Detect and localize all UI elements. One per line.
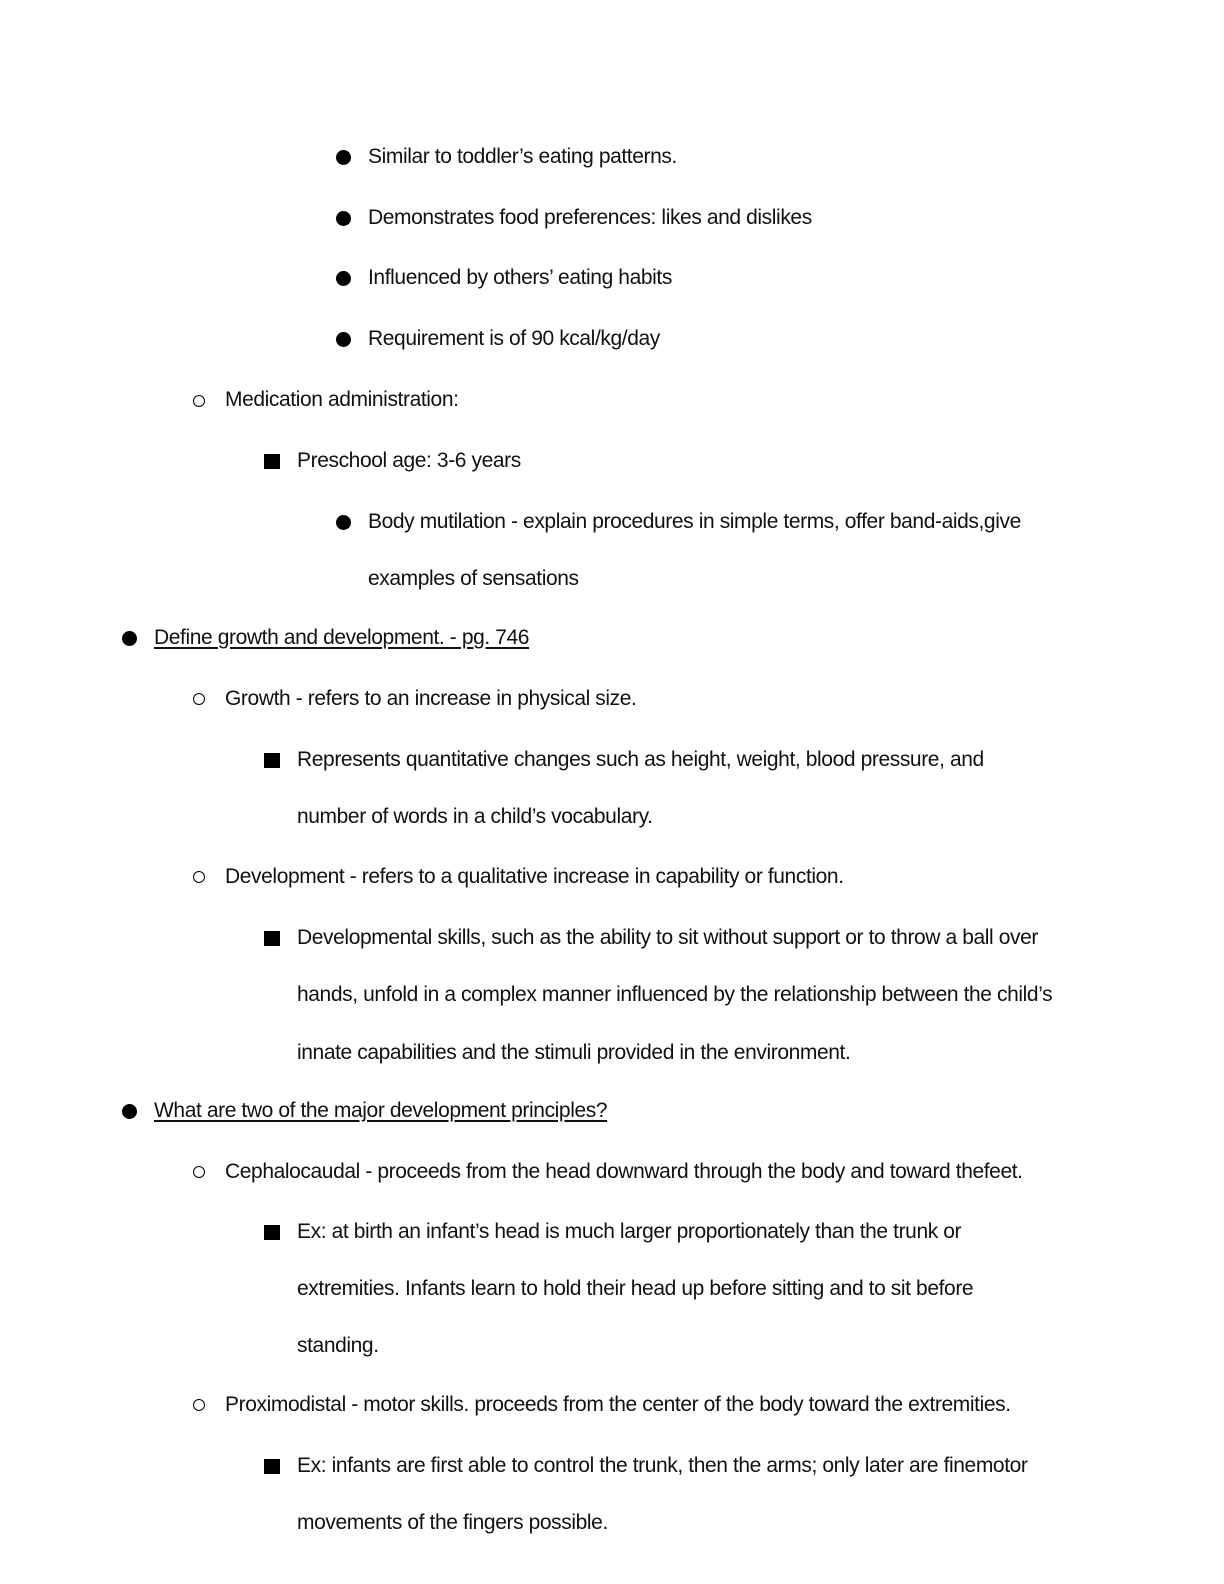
square-bullet <box>264 753 280 768</box>
list-item-continuation: innate capabilities and the stimuli provided in the environment. <box>297 1041 851 1064</box>
list-item-continuation: standing. <box>297 1334 379 1357</box>
list-item-text: Body mutilation - explain procedures in simple terms, offer band-aids,give <box>368 510 1021 533</box>
square-bullet <box>264 454 280 469</box>
disc-bullet <box>336 515 351 530</box>
list-item-continuation: examples of sensations <box>368 567 579 590</box>
circle-bullet <box>193 871 205 883</box>
list-item-text: Development - refers to a qualitative increase in capability or function. <box>225 865 844 888</box>
list-item-continuation: number of words in a child’s vocabulary. <box>297 805 653 828</box>
list-item-text: Cephalocaudal - proceeds from the head downward through the body and toward thefeet. <box>225 1160 1023 1183</box>
square-bullet <box>264 1459 280 1474</box>
list-item-text: Similar to toddler’s eating patterns. <box>368 145 677 168</box>
circle-bullet <box>193 1399 205 1411</box>
circle-bullet <box>193 693 205 705</box>
list-item-text: Demonstrates food preferences: likes and dislikes <box>368 206 812 229</box>
circle-bullet <box>193 395 205 407</box>
list-item-text: Ex: infants are first able to control the trunk, then the arms; only later are finemotor <box>297 1454 1028 1477</box>
disc-bullet <box>122 631 137 646</box>
disc-bullet <box>336 271 351 286</box>
list-item-continuation: movements of the fingers possible. <box>297 1511 608 1534</box>
question-heading: What are two of the major development principles? <box>154 1099 608 1122</box>
circle-bullet <box>193 1166 205 1178</box>
list-item-text: Preschool age: 3-6 years <box>297 449 521 472</box>
disc-bullet <box>336 150 351 165</box>
list-item-continuation: extremities. Infants learn to hold their head up before sitting and to sit before <box>297 1277 974 1300</box>
list-item-text: Ex: at birth an infant’s head is much larger proportionately than the trunk or <box>297 1220 962 1243</box>
list-item-text: Medication administration: <box>225 388 459 411</box>
list-item-text: Represents quantitative changes such as height, weight, blood pressure, and <box>297 748 984 771</box>
list-item-text: Influenced by others’ eating habits <box>368 266 672 289</box>
list-item-continuation: hands, unfold in a complex manner influenced by the relationship between the child’s <box>297 983 1053 1006</box>
list-item-text: Proximodistal - motor skills. proceeds from the center of the body toward the extremities. <box>225 1393 1011 1416</box>
list-item-text: Requirement is of 90 kcal/kg/day <box>368 327 660 350</box>
square-bullet <box>264 1225 280 1240</box>
disc-bullet <box>122 1104 137 1119</box>
list-item-text: Developmental skills, such as the ability to sit without support or to throw a ball over <box>297 926 1039 949</box>
square-bullet <box>264 931 280 946</box>
disc-bullet <box>336 211 351 226</box>
disc-bullet <box>336 332 351 347</box>
question-heading: Define growth and development. - pg. 746 <box>154 626 530 649</box>
list-item-text: Growth - refers to an increase in physical size. <box>225 687 637 710</box>
